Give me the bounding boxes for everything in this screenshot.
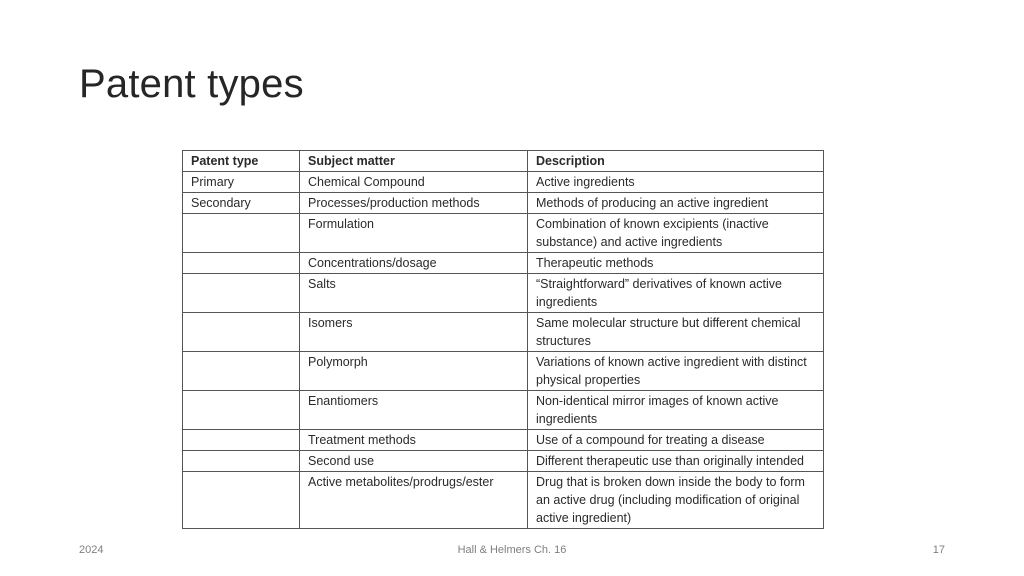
header-patent-type: Patent type [183,151,300,172]
patent-types-table [182,150,824,529]
cell-description: Methods of producing an active ingredient [528,193,824,214]
table-row [183,352,824,391]
cell-description: Drug that is broken down inside the body to form an active drug (including modification of original active ingredient) [528,472,824,529]
header-subject-matter: Subject matter [300,151,528,172]
cell-patent-type [183,430,300,451]
cell-subject-matter: Chemical Compound [300,172,528,193]
cell-patent-type [183,274,300,313]
table-row [183,472,824,529]
table-row [183,214,824,253]
cell-patent-type: Secondary [183,193,300,214]
table-row [183,172,824,193]
cell-description: Non-identical mirror images of known active ingredients [528,391,824,430]
table-row [183,274,824,313]
cell-description: Therapeutic methods [528,253,824,274]
cell-description: Combination of known excipients (inactive substance) and active ingredients [528,214,824,253]
cell-subject-matter: Active metabolites/prodrugs/ester [300,472,528,529]
table-row [183,193,824,214]
cell-patent-type [183,352,300,391]
cell-description: Different therapeutic use than originally intended [528,451,824,472]
cell-subject-matter: Polymorph [300,352,528,391]
cell-patent-type [183,313,300,352]
cell-subject-matter: Isomers [300,313,528,352]
cell-description: Same molecular structure but different chemical structures [528,313,824,352]
cell-subject-matter: Concentrations/dosage [300,253,528,274]
header-description: Description [528,151,824,172]
cell-subject-matter: Formulation [300,214,528,253]
cell-patent-type [183,214,300,253]
table-header-row [183,151,824,172]
cell-patent-type [183,391,300,430]
table-row [183,451,824,472]
cell-patent-type [183,472,300,529]
cell-subject-matter: Enantiomers [300,391,528,430]
table-row [183,391,824,430]
footer-date: 2024 [79,544,104,556]
cell-subject-matter: Salts [300,274,528,313]
cell-description: “Straightforward” derivatives of known active ingredients [528,274,824,313]
table-row [183,430,824,451]
cell-subject-matter: Treatment methods [300,430,528,451]
cell-patent-type [183,253,300,274]
cell-description: Active ingredients [528,172,824,193]
cell-description: Variations of known active ingredient with distinct physical properties [528,352,824,391]
cell-patent-type [183,451,300,472]
cell-subject-matter: Second use [300,451,528,472]
footer-page-number: 17 [932,544,945,556]
cell-patent-type: Primary [183,172,300,193]
cell-description: Use of a compound for treating a disease [528,430,824,451]
table-row [183,313,824,352]
table-row [183,253,824,274]
cell-subject-matter: Processes/production methods [300,193,528,214]
slide-title: Patent types [79,62,304,106]
footer-source: Hall & Helmers Ch. 16 [457,544,567,556]
